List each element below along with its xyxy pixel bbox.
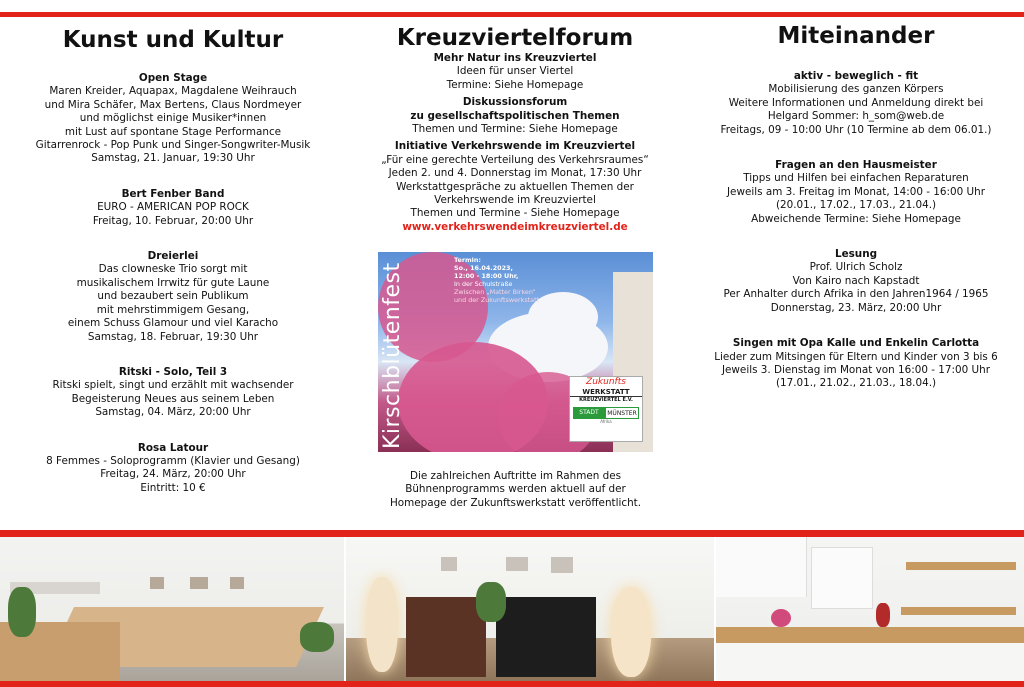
event-line: Per Anhalter durch Afrika in den Jahren1964 / 1965 — [723, 288, 989, 301]
event-line: Abweichende Termine: Siehe Homepage — [751, 212, 961, 225]
event-line: und bezaubert sein Publikum — [97, 290, 249, 303]
event-title: Open Stage — [138, 72, 208, 84]
event-line: und Mira Schäfer, Max Bertens, Claus Nordmeyer — [44, 98, 302, 111]
event-title: Rosa Latour — [137, 441, 209, 454]
muenster-label: MÜNSTER — [605, 407, 639, 419]
event-block — [18, 442, 328, 496]
kitchen-photo — [716, 537, 1024, 681]
forum-line: Themen und Termine: Siehe Homepage — [412, 123, 618, 136]
event-block — [700, 70, 1012, 137]
flyer-info-line: 12:00 - 18:00 Uhr, — [454, 272, 519, 280]
event-line: Eintritt: 10 € — [140, 481, 206, 494]
forum-line: Verkehrswende im Kreuzviertel — [434, 194, 596, 207]
event-title: Singen mit Opa Kalle und Enkelin Carlotta — [732, 337, 980, 350]
event-line: Weitere Informationen und Anmeldung direkt bei — [728, 96, 984, 109]
event-line: Freitags, 09 - 10:00 Uhr (10 Termine ab dem 06.01.) — [720, 123, 992, 136]
event-line: einem Schuss Glamour und viel Karacho — [67, 317, 279, 330]
flyer-info-line: So., 16.04.2023, — [454, 264, 513, 272]
event-block — [700, 337, 1012, 391]
event-line: Samstag, 04. März, 20:00 Uhr — [95, 406, 251, 419]
forum-line: Jeden 2. und 4. Donnerstag im Monat, 17:30 Uhr — [388, 167, 642, 180]
stadt-label: STADT — [573, 407, 605, 419]
seminar-room-photo — [0, 537, 344, 681]
event-line: (20.01., 17.02., 17.03., 21.04.) — [775, 199, 937, 212]
note-line: Bühnenprogramms werden aktuell auf der — [405, 483, 626, 496]
note-line: Die zahlreichen Auftritte im Rahmen des — [409, 470, 622, 482]
column-title: Miteinander — [777, 23, 935, 49]
event-line: Freitag, 24. März, 20:00 Uhr — [100, 468, 246, 481]
bottom-red-line — [0, 681, 1024, 687]
event-line: (17.01., 21.02., 21.03., 18.04.) — [775, 377, 937, 390]
forum-title: Mehr Natur ins Kreuzviertel — [433, 52, 597, 64]
note-line: Homepage der Zukunftswerkstatt veröffentlicht. — [389, 496, 642, 509]
event-title: Bert Fenber Band — [121, 187, 225, 200]
top-red-line — [0, 12, 1024, 17]
event-line: Jeweils am 3. Freitag im Monat, 14:00 - 16:00 Uhr — [726, 185, 985, 198]
event-block — [18, 72, 328, 166]
event-line: Von Kairo nach Kapstadt — [792, 274, 920, 287]
logo-line: KREUZVIERTEL E.V. — [570, 396, 642, 404]
photo-strip-red-line — [0, 530, 1024, 537]
event-block — [700, 248, 1012, 315]
event-line: 8 Femmes - Soloprogramm (Klavier und Gesang) — [46, 454, 300, 467]
forum-title: zu gesellschaftspolitischen Themen — [410, 109, 620, 122]
event-line: Das clowneske Trio sorgt mit — [98, 263, 248, 276]
event-line: Helgard Sommer: h_som@web.de — [767, 110, 945, 123]
event-block — [18, 366, 328, 420]
event-block — [18, 188, 328, 228]
music-room-photo — [346, 537, 714, 681]
website-link[interactable]: www.verkehrswendeimkreuzviertel.de — [402, 220, 628, 233]
event-line: Freitag, 10. Februar, 20:00 Uhr — [92, 214, 254, 227]
event-line: Mobilisierung des ganzen Körpers — [768, 83, 944, 96]
column-title: Kreuzviertelforum — [396, 25, 634, 51]
logo-line: WERKSTATT — [582, 388, 630, 396]
event-line: Lieder zum Mitsingen für Eltern und Kinder von 3 bis 6 — [714, 350, 998, 363]
event-title: Ritski - Solo, Teil 3 — [118, 365, 228, 378]
forum-line: Themen und Termine - Siehe Homepage — [410, 207, 620, 220]
event-line: Gitarrenrock - Pop Punk und Singer-Songwriter-Musik — [35, 139, 311, 152]
event-title: Fragen an den Hausmeister — [775, 159, 937, 172]
forum-block — [360, 52, 670, 92]
flyer-info-line: und der Zukunftswerkstatt — [454, 296, 540, 304]
event-line: mit Lust auf spontane Stage Performance — [64, 125, 282, 138]
stadt-muenster-badge — [573, 407, 639, 419]
event-line: Jeweils 3. Dienstag im Monat von 16:00 - 17:00 Uhr — [721, 363, 991, 376]
event-line: musikalischem Irrwitz für gute Laune — [76, 276, 270, 289]
event-line: Samstag, 18. Februar, 19:30 Uhr — [87, 330, 259, 343]
column-kreuzviertelforum — [360, 18, 670, 234]
event-title: Dreierlei — [147, 250, 199, 263]
column-miteinander — [700, 18, 1012, 391]
forum-line: Termine: Siehe Homepage — [446, 78, 584, 91]
flyer-vertical-title: Kirschblütenfest — [380, 262, 405, 450]
forum-line: Werkstattgespräche zu aktuellen Themen der — [396, 180, 634, 193]
forum-title: Initiative Verkehrswende im Kreuzviertel — [394, 140, 636, 153]
event-line: mit mehrstimmigem Gesang, — [96, 303, 250, 316]
photo-strip — [0, 537, 1024, 681]
logo-small-text: Afrika — [600, 419, 612, 424]
column-title: Kunst und Kultur — [62, 27, 284, 53]
event-line: Samstag, 21. Januar, 19:30 Uhr — [91, 152, 255, 165]
zukunftswerkstatt-logo — [569, 376, 643, 442]
flyer-info-line: Zwischen „Matter Birken“ — [454, 288, 536, 296]
event-line: Maren Kreider, Aquapax, Magdalene Weihrauch — [49, 85, 297, 98]
forum-block — [360, 96, 670, 136]
event-line: Tipps und Hilfen bei einfachen Reparaturen — [743, 172, 969, 185]
flyer-info-line: Termin: — [454, 256, 481, 264]
stage-program-note — [378, 470, 653, 510]
kirschbluetenfest-flyer — [378, 252, 653, 452]
event-line: EURO - AMERICAN POP ROCK — [97, 201, 249, 214]
flyer-info-line: In der Schulstraße — [454, 280, 513, 288]
forum-block — [360, 140, 670, 234]
logo-line: Zukunfts — [586, 377, 626, 387]
event-title: Lesung — [834, 248, 878, 261]
forum-line: „Für eine gerechte Verteilung des Verkehrsraumes“ — [381, 153, 649, 166]
forum-line: Ideen für unser Viertel — [456, 65, 574, 78]
event-title: aktiv - beweglich - fit — [793, 70, 919, 82]
event-block — [18, 250, 328, 344]
event-line: Ritski spielt, singt und erzählt mit wachsender — [52, 379, 294, 392]
event-line: Begeisterung Neues aus seinem Leben — [71, 392, 275, 405]
event-line: Donnerstag, 23. März, 20:00 Uhr — [770, 301, 942, 314]
flyer-info — [454, 256, 539, 304]
event-line: und möglichst einige Musiker*innen — [79, 112, 267, 125]
event-block — [700, 159, 1012, 226]
forum-title: Diskussionsforum — [462, 96, 568, 109]
event-line: Prof. Ulrich Scholz — [809, 261, 903, 274]
column-kunst-und-kultur — [18, 18, 328, 495]
